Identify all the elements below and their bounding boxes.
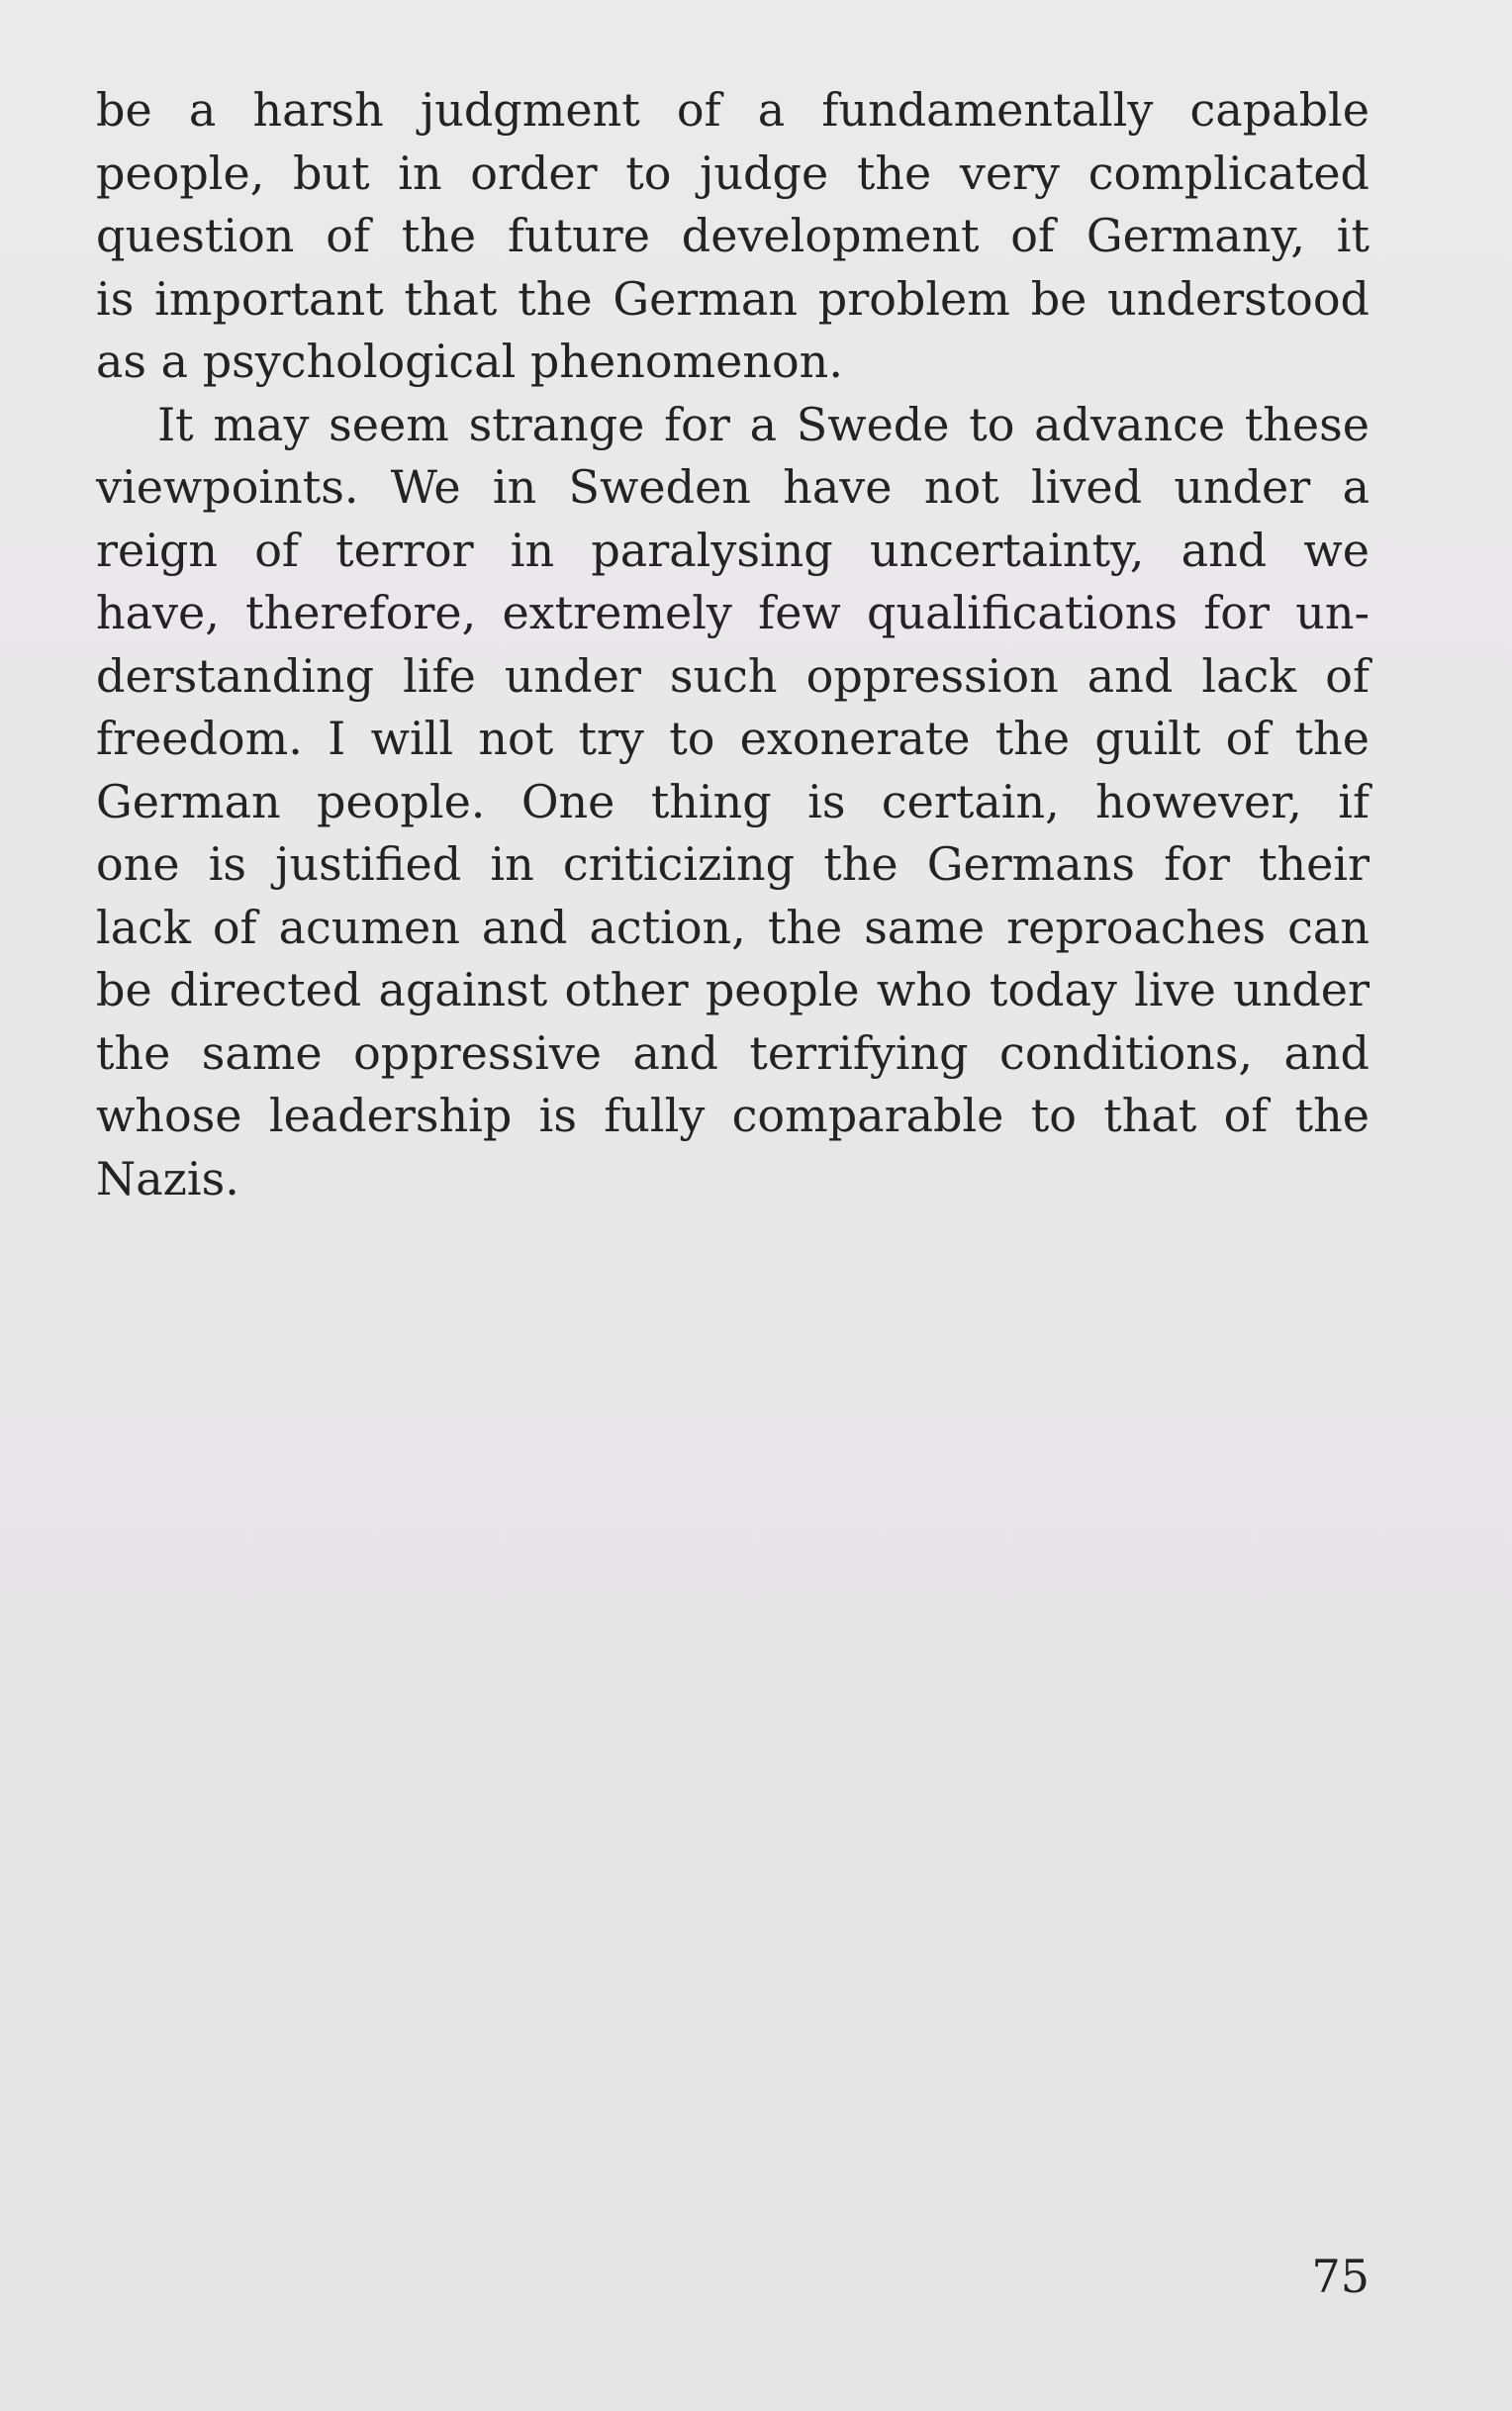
text-line: derstanding life under such oppression and lack of	[96, 648, 1370, 703]
text-line: is important that the German problem be understood	[96, 271, 1370, 326]
text-line: have, therefore, extremely few qualifications for un-	[96, 586, 1370, 639]
text-line: German people. One thing is certain, however, if	[96, 774, 1370, 828]
text-line: question of the future development of Germany, it	[96, 209, 1370, 262]
text-line: people, but in order to judge the very complicated	[96, 145, 1370, 200]
text-line: be a harsh judgment of a fundamentally capable	[96, 83, 1370, 137]
text-line: Nazis.	[96, 1151, 239, 1206]
text-line: whose leadership is fully comparable to that of the	[96, 1089, 1370, 1142]
text-line: freedom. I will not try to exonerate the guilt of the	[96, 712, 1370, 765]
text-line: lack of acumen and action, the same reproaches can	[96, 900, 1370, 954]
text-line: as a psychological phenomenon.	[96, 335, 843, 388]
text-line: reign of terror in paralysing uncertainty, and we	[96, 523, 1370, 577]
text-line: one is justified in criticizing the Germans for their	[96, 837, 1370, 891]
page-number: 75	[1311, 2250, 1370, 2303]
text-line: viewpoints. We in Sweden have not lived under a	[96, 460, 1370, 514]
body-text	[96, 79, 1370, 1210]
text-line: be directed against other people who today live under	[96, 963, 1370, 1016]
text-line: the same oppressive and terrifying conditions, and	[96, 1025, 1370, 1080]
text-line: It may seem strange for a Swede to advance these	[157, 397, 1370, 451]
